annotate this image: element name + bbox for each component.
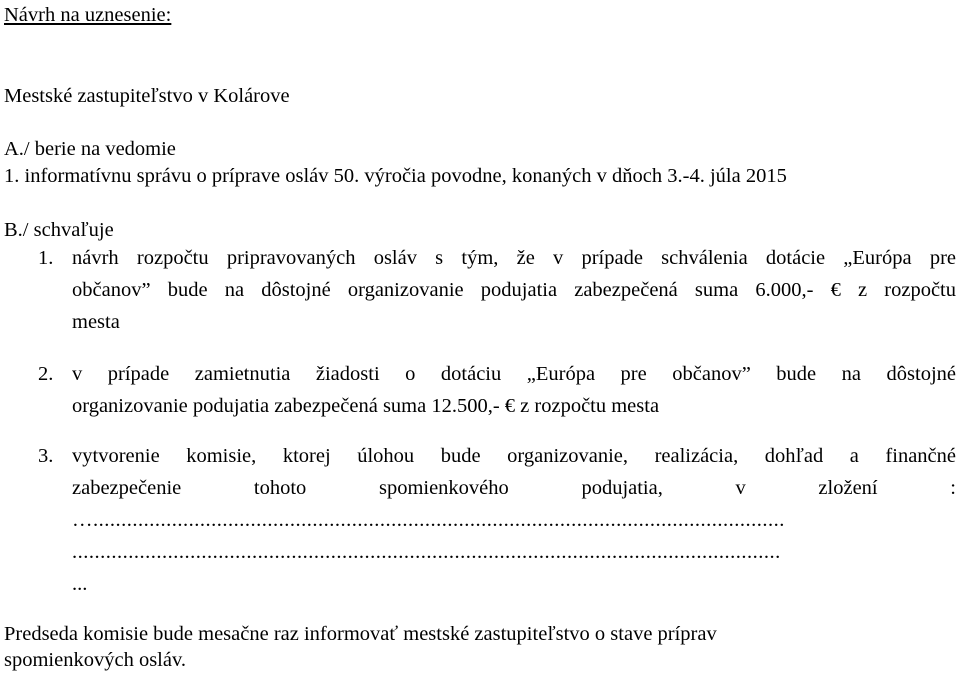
list-item-line: mesta: [72, 311, 120, 333]
list-item-line: vytvorenie komisie, ktorej úlohou bude organizovanie, realizácia, dohľad a finančné: [72, 445, 956, 467]
section-a-label: A./ berie na vedomie: [4, 138, 176, 160]
list-item-number: 3.: [38, 445, 54, 467]
section-a-item-1: 1. informatívnu správu o príprave osláv 50. výročia povodne, konaných v dňoch 3.-4. júla 2015: [4, 165, 787, 187]
section-b-label: B./ schvaľuje: [4, 219, 114, 241]
closing-text-line-1: Predseda komisie bude mesačne raz informovať mestské zastupiteľstvo o stave príprav: [4, 623, 717, 645]
closing-text-line-2: spomienkových osláv.: [4, 649, 187, 671]
page-heading: Návrh na uznesenie:: [4, 4, 172, 26]
intro-text: Mestské zastupiteľstvo v Kolárove: [4, 85, 290, 107]
list-item-line: zabezpečenie tohoto spomienkového podujatia, v zložení :: [72, 477, 956, 499]
list-item-line: návrh rozpočtu pripravovaných osláv s tým, že v prípade schválenia dotácie „Európa pre: [72, 247, 956, 269]
list-item-number: 2.: [38, 363, 54, 385]
list-item-number: 1.: [38, 247, 54, 269]
list-item-line: organizovanie podujatia zabezpečená suma 12.500,- € z rozpočtu mesta: [72, 395, 660, 417]
list-item-line: v prípade zamietnutia žiadosti o dotáciu „Európa pre občanov” bude na dôstojné: [72, 363, 956, 385]
fill-in-dots: ..............................................................................................................................: [72, 541, 781, 563]
fill-in-dots: …...........................................................................................................................: [72, 509, 785, 531]
list-item-line: občanov” bude na dôstojné organizovanie podujatia zabezpečená suma 6.000,- € z rozpočtu: [72, 279, 956, 301]
fill-in-dots: ...: [72, 573, 88, 595]
